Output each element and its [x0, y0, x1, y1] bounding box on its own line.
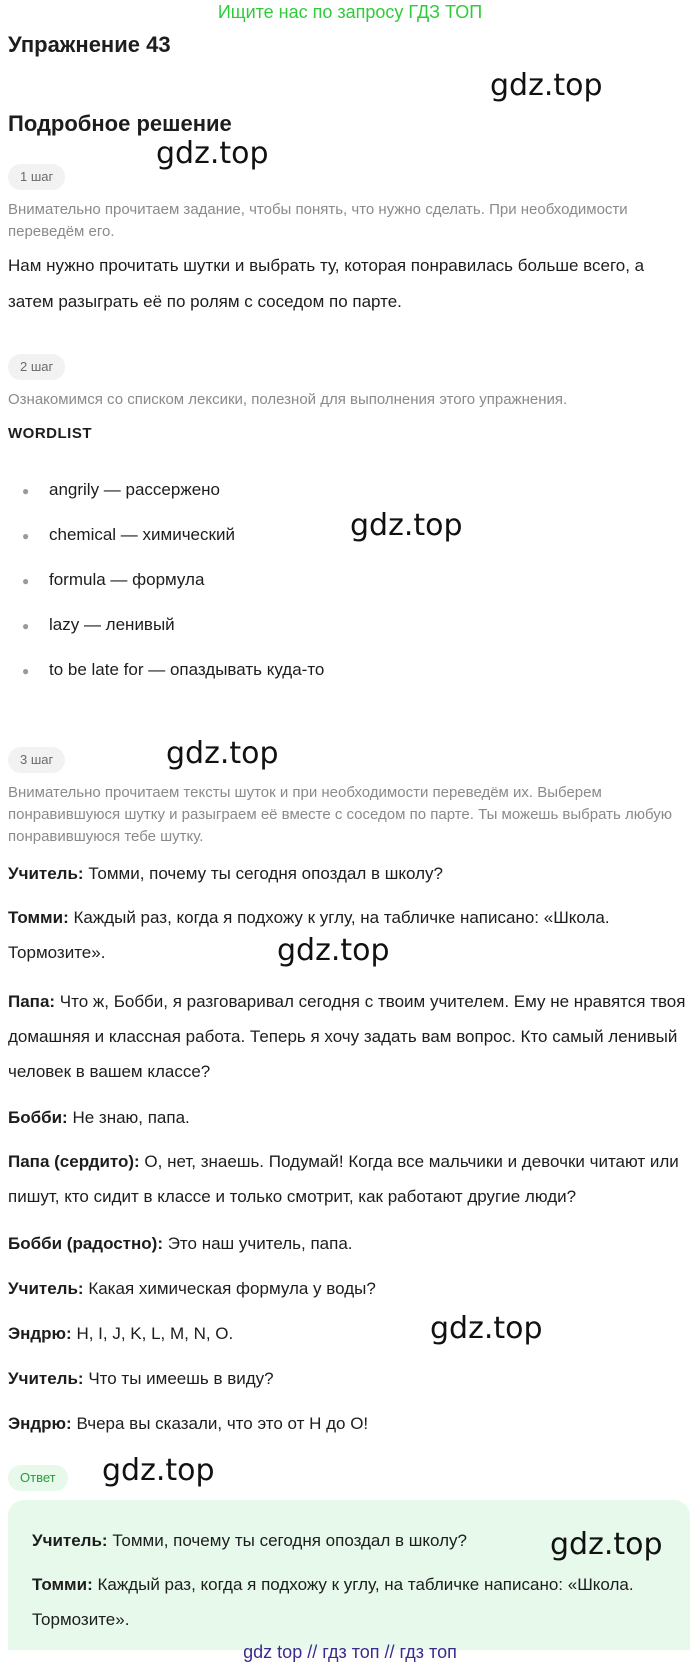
- dialogue-line: Томми: Каждый раз, когда я подхожу к углу, на табличке написано: «Школа. Тормозите».: [8, 908, 610, 962]
- step-hint: Внимательно прочитаем тексты шуток и при необходимости переведём их. Выберем понравившуюся шутку и разыграем её вместе с соседом по парте. Ты можешь выбрать любую понравившуюся тебе шутку.: [8, 784, 672, 845]
- watermark: gdz.top: [156, 136, 269, 171]
- list-item: ● lazy — ленивый: [22, 614, 175, 637]
- watermark: gdz.top: [277, 933, 390, 968]
- bullet-icon: ●: [22, 618, 30, 633]
- section-title: Подробное решение: [8, 111, 232, 136]
- answer-line: Учитель: Томми, почему ты сегодня опоздал в школу?: [32, 1531, 468, 1550]
- dialogue-line: Эндрю: H, I, J, K, L, M, N, O.: [8, 1324, 234, 1343]
- watermark: gdz.top: [102, 1453, 215, 1488]
- step-badge: 2 шаг: [8, 354, 65, 380]
- answer-badge: Ответ: [8, 1465, 68, 1491]
- wordlist-title: WORDLIST: [8, 425, 92, 442]
- page-title: Упражнение 43: [8, 32, 171, 57]
- step-badge: 3 шаг: [8, 747, 65, 773]
- list-item: ● formula — формула: [22, 569, 204, 592]
- bullet-icon: ●: [22, 483, 30, 498]
- promo-banner[interactable]: Ищите нас по запросу ГДЗ ТОП: [217, 2, 483, 22]
- dialogue-line: Эндрю: Вчера вы сказали, что это от H до O!: [8, 1414, 369, 1433]
- dialogue-line: Папа: Что ж, Бобби, я разговаривал сегодня с твоим учителем. Ему не нравятся твоя домашняя и классная работа. Теперь я хочу задать вам вопрос. Кто самый ленивый человек в вашем классе?: [8, 992, 686, 1081]
- bullet-icon: ●: [22, 528, 30, 543]
- dialogue-line: Учитель: Что ты имеешь в виду?: [8, 1369, 274, 1388]
- step-badge: 1 шаг: [8, 164, 65, 190]
- answer-line: Томми: Каждый раз, когда я подхожу к углу, на табличке написано: «Школа. Тормозите».: [32, 1575, 634, 1629]
- watermark: gdz.top: [166, 736, 279, 771]
- list-item: ● to be late for — опаздывать куда-то: [22, 659, 324, 682]
- dialogue-line: Учитель: Какая химическая формула у воды?: [8, 1279, 376, 1298]
- watermark: gdz.top: [350, 508, 463, 543]
- step-text: Нам нужно прочитать шутки и выбрать ту, которая понравилась больше всего, а затем разыграть её по ролям с соседом по парте.: [8, 256, 645, 311]
- footer-links[interactable]: gdz top // гдз топ // гдз топ: [243, 1642, 457, 1662]
- watermark: gdz.top: [430, 1311, 543, 1346]
- bullet-icon: ●: [22, 663, 30, 678]
- bullet-icon: ●: [22, 573, 30, 588]
- step-hint: Внимательно прочитаем задание, чтобы понять, что нужно сделать. При необходимости переведём его.: [8, 201, 628, 240]
- list-item: ● chemical — химический: [22, 524, 235, 547]
- watermark: gdz.top: [550, 1527, 663, 1562]
- dialogue-line: Бобби: Не знаю, папа.: [8, 1108, 190, 1127]
- list-item: ● angrily — рассержено: [22, 479, 220, 502]
- dialogue-line: Бобби (радостно): Это наш учитель, папа.: [8, 1234, 353, 1253]
- dialogue-line: Папа (сердито): О, нет, знаешь. Подумай! Когда все мальчики и девочки читают или пишут, кто сидит в классе и только смотрит, как работают другие люди?: [8, 1152, 679, 1206]
- dialogue-line: Учитель: Томми, почему ты сегодня опоздал в школу?: [8, 864, 444, 883]
- step-hint: Ознакомимся со списком лексики, полезной для выполнения этого упражнения.: [8, 391, 568, 408]
- watermark: gdz.top: [490, 68, 603, 103]
